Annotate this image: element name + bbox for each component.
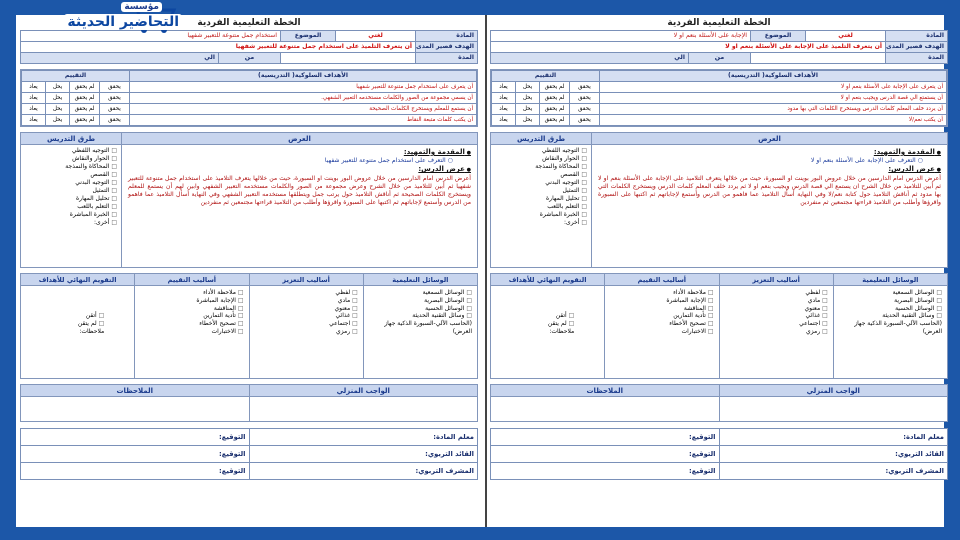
method-checkbox[interactable]: □ تحليل المهارة <box>495 195 587 203</box>
topic-label: الموضوع <box>751 31 806 42</box>
sign-label: التوقيع: <box>491 429 720 446</box>
lesson-body: أعرض الدرس امام الدارسين من خلال عروض البور بوينت او السبورة، حيث من خلالها يتعرف التلاميذ على استخدام جمل متنوعة للتعبير شفهيا ثم أبين للتلاميذ من خلال الشرح وعرض مجموعة من الصور والكلمات مستخدمه التعبير الشفهي وابين لهم أن يستمع للمعلم ويستخرج الكلمات الصحيحة ثم أناقش التلاميذ حول يرتب جمل ويتطلقها مستخدمه التعبير الشفهي وفي النهاية أسأل التلاميذ عما فاهمو من الدرس وأستمع لإجاباتهم ثم اكتبها على السبورة واقرؤها وأطلب من التلاميذ قراءتها مجتمعين ثم منفردين <box>128 174 471 207</box>
notes-header: الملاحظات <box>491 385 719 397</box>
reinforce-checkbox[interactable]: □ غذائي <box>255 312 358 320</box>
objective-text: أن يردد خلف المعلم كلمات الدرس ويستخرج الكلمات التي بها مدود <box>600 104 947 115</box>
notes-field[interactable] <box>21 397 249 421</box>
final-eval-header: التقويم النهائي للأهداف <box>491 274 604 286</box>
eval-solved-checkbox[interactable]: يحل <box>46 93 70 104</box>
assess-checkbox[interactable]: □ المناقشة <box>140 305 243 313</box>
goal-value: أن يتعرف التلميذ على الإجابة على الأسئلة بنعم او لا <box>491 42 886 53</box>
presentation-body <box>591 145 947 267</box>
presentation-panel <box>490 132 948 268</box>
method-checkbox[interactable]: □ التمثيل <box>495 187 587 195</box>
lesson-title: ● عرض الدرس: <box>128 165 471 174</box>
eval-repeat-checkbox[interactable]: يعاد <box>492 104 516 115</box>
sign-label: التوقيع: <box>21 446 250 463</box>
brand-line2: التحاضير الحديثة <box>64 14 182 30</box>
method-checkbox[interactable]: □ القصص <box>495 171 587 179</box>
objective-text: أن يستمتع الي قصة الدرس ويجيب بنعم او لا <box>600 93 947 104</box>
tools-panel <box>490 273 948 379</box>
evaluation-header: التقييم <box>22 71 130 82</box>
final-eval-header: التقويم النهائي للأهداف <box>21 274 134 286</box>
methods-list <box>491 145 591 267</box>
reinforce-checkbox[interactable]: □ رمزي <box>255 328 358 336</box>
reinforce-checkbox[interactable]: □ مادي <box>725 297 828 305</box>
eval-repeat-checkbox[interactable]: يعاد <box>492 93 516 104</box>
eval-repeat-checkbox[interactable]: يعاد <box>22 104 46 115</box>
topic-value: استخدام جمل متنوعة للتعبير شفهيا <box>21 31 281 42</box>
method-checkbox[interactable]: □ الخبرة المباشرة <box>495 211 587 219</box>
reinforce-header: أساليب التعزيز <box>250 274 363 286</box>
objectives-header: الأهداف السلوكية( التدريسية) <box>600 71 947 82</box>
from-label: من <box>689 53 751 64</box>
tools-header: الوسائل التعليمية <box>834 274 947 286</box>
presentation-header: العرض <box>591 133 947 145</box>
objective-row <box>22 104 477 115</box>
objective-row <box>492 115 947 126</box>
homework-field[interactable] <box>720 397 948 421</box>
tools-panel <box>20 273 478 379</box>
presentation-panel <box>20 132 478 268</box>
method-checkbox[interactable]: □ التعلم باللعب <box>25 203 117 211</box>
assess-checkbox[interactable]: □ تأدية التمارين <box>140 312 243 320</box>
eval-solved-checkbox[interactable]: يحل <box>516 104 540 115</box>
duration-label: المدة <box>886 53 948 64</box>
lesson-body: أعرض الدرس امام الدارسين من خلال عروض البور بوينت او السبورة، حيث من خلالها يتعرف التلاميذ على الإجابة على الأسئلة بنعم او لا ثم أبين للتلاميذ من خلال الشرح ان يستمع الي قصة الدرس ويجيب بنعم او لا ثم يردد خلف المعلم كلمات الدرس ويستخرج الكلمات التي بها مدود ثم أناقش التلاميذ حول كتابة نعم/لا وفي النهاية أسأل التلاميذ عما فاهمو من الدرس وأستمع لإجاباتهم ثم اكتبها على السبورة واقرؤها وأطلب من التلاميذ قراءتها مجتمعين ثم منفردين <box>598 174 941 207</box>
tool-checkbox[interactable]: □ الوسائل السمعية <box>369 289 472 297</box>
homework-field[interactable] <box>250 397 478 421</box>
objective-row <box>492 93 947 104</box>
reinforce-header: أساليب التعزيز <box>720 274 833 286</box>
eval-repeat-checkbox[interactable]: يعاد <box>492 115 516 126</box>
homework-header: الواجب المنزلي <box>250 385 478 397</box>
objective-row <box>492 82 947 93</box>
eval-solved-checkbox[interactable]: يحل <box>46 82 70 93</box>
sign-label: التوقيع: <box>491 463 720 480</box>
methods-header: طرق التدريس <box>21 133 121 145</box>
method-checkbox[interactable]: □ التوجيه اللفظي <box>25 147 117 155</box>
eval-not-achieved-checkbox[interactable]: لم يحقق <box>540 115 570 126</box>
assess-checkbox[interactable]: □ الاختبارات <box>610 328 713 336</box>
objective-row <box>22 82 477 93</box>
objective-row <box>492 104 947 115</box>
intro-item: ○ التعرف على استخدام جمل متنوعة للتعبير شفهيا <box>128 157 471 165</box>
method-checkbox[interactable]: □ التوجيه البدني <box>25 179 117 187</box>
goal-label: الهدف قصير المدى <box>886 42 948 53</box>
method-checkbox[interactable]: □ التوجيه اللفظي <box>495 147 587 155</box>
eval-repeat-checkbox[interactable]: يعاد <box>22 93 46 104</box>
header-table <box>490 30 948 64</box>
plan-page-left <box>20 17 478 525</box>
page-title: الخطة التعليمية الفردية <box>667 18 771 28</box>
leader-label: القائد التربوي: <box>719 446 948 463</box>
eval-not-achieved-checkbox[interactable]: لم يحقق <box>540 93 570 104</box>
methods-list <box>21 145 121 267</box>
objectives-panel <box>20 69 478 127</box>
notes-label: ملاحظات: <box>549 327 575 335</box>
tool-checkbox[interactable]: □ الوسائل البصرية <box>369 297 472 305</box>
eval-achieved-checkbox[interactable]: يحقق <box>570 82 600 93</box>
reinforce-checkbox[interactable]: □ غذائي <box>725 312 828 320</box>
reinforce-checkbox[interactable]: □ معنوي <box>725 305 828 313</box>
eval-solved-checkbox[interactable]: يحل <box>516 115 540 126</box>
tool-note: (الحاسب الآلي-السبورة الذكية جهاز العرض) <box>854 320 942 335</box>
tool-checkbox[interactable]: □ وسائل التقنية الحديثة <box>369 312 472 320</box>
brand-logo <box>0 0 190 44</box>
reinforce-checkbox[interactable]: □ اجتماعي <box>725 320 828 328</box>
subject-label: المادة <box>416 31 478 42</box>
signature-table <box>490 428 948 480</box>
method-checkbox[interactable]: □ التوجيه البدني <box>495 179 587 187</box>
leader-label: القائد التربوي: <box>249 446 478 463</box>
eval-not-achieved-checkbox[interactable]: لم يحقق <box>70 82 100 93</box>
eval-not-achieved-checkbox[interactable]: لم يحقق <box>540 104 570 115</box>
reinforce-checkbox[interactable]: □ مادي <box>255 297 358 305</box>
tools-header: الوسائل التعليمية <box>364 274 477 286</box>
subject-label: المادة <box>886 31 948 42</box>
evaluation-header: التقييم <box>492 71 600 82</box>
eval-achieved-checkbox[interactable]: يحقق <box>100 82 130 93</box>
subject-value: لغتي <box>336 31 416 42</box>
method-checkbox[interactable]: □ المحاكاة والنمذجة <box>25 163 117 171</box>
assess-checkbox[interactable]: □ الاختبارات <box>140 328 243 336</box>
mastered-checkbox[interactable]: □ أتقن <box>26 312 104 320</box>
assess-checkbox[interactable]: □ تأدية التمارين <box>610 312 713 320</box>
page-divider <box>485 15 487 527</box>
supervisor-label: المشرف التربوي: <box>719 463 948 480</box>
assess-checkbox[interactable]: □ المناقشة <box>610 305 713 313</box>
duration-label: المدة <box>416 53 478 64</box>
to-label: الي <box>491 53 689 64</box>
sign-label: التوقيع: <box>21 463 250 480</box>
method-checkbox[interactable]: □ الخبرة المباشرة <box>25 211 117 219</box>
signature-table <box>20 428 478 480</box>
to-label: الي <box>21 53 219 64</box>
reinforce-checkbox[interactable]: □ رمزي <box>725 328 828 336</box>
tool-checkbox[interactable]: □ الوسائل الحسية <box>369 305 472 313</box>
goal-label: الهدف قصير المدى <box>416 42 478 53</box>
eval-repeat-checkbox[interactable]: يعاد <box>22 115 46 126</box>
eval-achieved-checkbox[interactable]: يحقق <box>100 115 130 126</box>
objective-text: أن يتعرف على الإجابة على الأسئلة بنعم او لا <box>600 82 947 93</box>
not-mastered-checkbox[interactable]: □ لم يتقن <box>26 320 104 328</box>
reinforce-checkbox[interactable]: □ معنوي <box>255 305 358 313</box>
tool-note: (الحاسب الآلي-السبورة الذكية جهاز العرض) <box>384 320 472 335</box>
eval-achieved-checkbox[interactable]: يحقق <box>100 93 130 104</box>
homework-panel <box>490 384 948 422</box>
presentation-body <box>121 145 477 267</box>
notes-label: ملاحظات: <box>79 327 105 335</box>
objective-row <box>22 115 477 126</box>
notes-header: الملاحظات <box>21 385 249 397</box>
method-checkbox[interactable]: □ أخرى: <box>25 219 117 227</box>
objectives-panel <box>490 69 948 127</box>
eval-achieved-checkbox[interactable]: يحقق <box>570 104 600 115</box>
assess-header: أساليب التقييم <box>135 274 248 286</box>
eval-solved-checkbox[interactable]: يحل <box>516 82 540 93</box>
eval-repeat-checkbox[interactable]: يعاد <box>492 82 516 93</box>
eval-achieved-checkbox[interactable]: يحقق <box>100 104 130 115</box>
methods-header: طرق التدريس <box>491 133 591 145</box>
method-checkbox[interactable]: □ تحليل المهارة <box>25 195 117 203</box>
method-checkbox[interactable]: □ التعلم باللعب <box>495 203 587 211</box>
eval-not-achieved-checkbox[interactable]: لم يحقق <box>70 115 100 126</box>
intro-title: ● المقدمة والتمهيد: <box>128 148 471 157</box>
supervisor-label: المشرف التربوي: <box>249 463 478 480</box>
objective-text: أن يسمي مجموعة من الصور والكلمات مستخدمه التعبير الشفهي. <box>130 93 477 104</box>
tool-checkbox[interactable]: □ الوسائل السمعية <box>839 289 942 297</box>
objectives-header: الأهداف السلوكية( التدريسية) <box>130 71 477 82</box>
objective-text: أن يستمع للمعلم ويستخرج الكلمات الصحيحة <box>130 104 477 115</box>
reinforce-checkbox[interactable]: □ لفظي <box>255 289 358 297</box>
sign-label: التوقيع: <box>21 429 250 446</box>
sign-label: التوقيع: <box>491 446 720 463</box>
teacher-label: معلم المادة: <box>249 429 478 446</box>
lesson-title: ● عرض الدرس: <box>598 165 941 174</box>
objective-text: أن يكتب كلمات متبعة النقاط <box>130 115 477 126</box>
page-frame <box>6 6 954 534</box>
mastered-checkbox[interactable]: □ أتقن <box>496 312 574 320</box>
method-checkbox[interactable]: □ المحاكاة والنمذجة <box>495 163 587 171</box>
eval-solved-checkbox[interactable]: يحل <box>516 93 540 104</box>
method-checkbox[interactable]: □ الحوار والنقاش <box>495 155 587 163</box>
eval-not-achieved-checkbox[interactable]: لم يحقق <box>540 82 570 93</box>
brand-line1: مؤسسة <box>121 2 162 12</box>
method-checkbox[interactable]: □ القصص <box>25 171 117 179</box>
method-checkbox[interactable]: □ التمثيل <box>25 187 117 195</box>
topic-label: الموضوع <box>281 31 336 42</box>
homework-panel <box>20 384 478 422</box>
eval-repeat-checkbox[interactable]: يعاد <box>22 82 46 93</box>
method-checkbox[interactable]: □ أخرى: <box>495 219 587 227</box>
teacher-label: معلم المادة: <box>719 429 948 446</box>
eval-achieved-checkbox[interactable]: يحقق <box>570 115 600 126</box>
assess-checkbox[interactable]: □ ملاحظة الأداء <box>140 289 243 297</box>
assess-checkbox[interactable]: □ الإجابة المباشرة <box>140 297 243 305</box>
eval-solved-checkbox[interactable]: يحل <box>46 115 70 126</box>
page-title: الخطة التعليمية الفردية <box>197 18 301 28</box>
intro-title: ● المقدمة والتمهيد: <box>598 148 941 157</box>
homework-header: الواجب المنزلي <box>720 385 948 397</box>
notes-field[interactable] <box>491 397 719 421</box>
intro-item: ○ التعرف على الإجابة على الأسئلة بنعم او لا <box>598 157 941 165</box>
objective-row <box>22 93 477 104</box>
eval-achieved-checkbox[interactable]: يحقق <box>570 93 600 104</box>
presentation-header: العرض <box>121 133 477 145</box>
topic-value: الإجابة على الأسئلة بنعم او لا <box>491 31 751 42</box>
assess-checkbox[interactable]: □ ملاحظة الأداء <box>610 289 713 297</box>
not-mastered-checkbox[interactable]: □ لم يتقن <box>496 320 574 328</box>
eval-solved-checkbox[interactable]: يحل <box>46 104 70 115</box>
objective-text: أن يكتب نعم/لا <box>600 115 947 126</box>
from-label: من <box>219 53 281 64</box>
reinforce-checkbox[interactable]: □ لفظي <box>725 289 828 297</box>
assess-header: أساليب التقييم <box>605 274 718 286</box>
assess-checkbox[interactable]: □ تصحيح الأخطاء <box>140 320 243 328</box>
eval-not-achieved-checkbox[interactable]: لم يحقق <box>70 93 100 104</box>
goal-value: أن يتعرف التلميذ على استخدام جمل متنوعة للتعبير شفهيا <box>21 42 416 53</box>
plan-page-right <box>490 17 948 525</box>
reinforce-checkbox[interactable]: □ اجتماعي <box>255 320 358 328</box>
tool-checkbox[interactable]: □ الوسائل الحسية <box>839 305 942 313</box>
subject-value: لغتي <box>806 31 886 42</box>
method-checkbox[interactable]: □ الحوار والنقاش <box>25 155 117 163</box>
objective-text: أن يتعرف على استخدام جمل متنوعة للتعبير شفهيا <box>130 82 477 93</box>
eval-not-achieved-checkbox[interactable]: لم يحقق <box>70 104 100 115</box>
paper <box>16 15 944 527</box>
tool-checkbox[interactable]: □ وسائل التقنية الحديثة <box>839 312 942 320</box>
assess-checkbox[interactable]: □ الإجابة المباشرة <box>610 297 713 305</box>
assess-checkbox[interactable]: □ تصحيح الأخطاء <box>610 320 713 328</box>
tool-checkbox[interactable]: □ الوسائل البصرية <box>839 297 942 305</box>
